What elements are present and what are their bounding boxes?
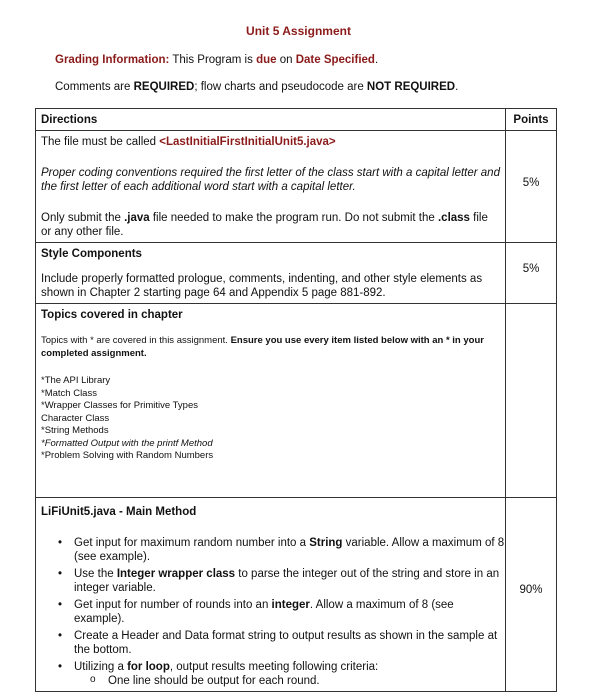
- main-method-cell: [36, 497, 506, 691]
- b2-bold: Integer wrapper class: [116, 567, 236, 580]
- list-item: [74, 567, 505, 595]
- grading-end: .: [374, 54, 379, 66]
- comments-text: Comments are: [55, 81, 134, 93]
- due-word: due: [256, 54, 277, 66]
- coding-convention: Proper coding conventions required the first letter of the class start with a capital letter and the first letter of each additional word start with a capital letter.: [41, 167, 500, 193]
- points-style: 5%: [522, 263, 540, 275]
- list-item: *Wrapper Classes for Primitive Types: [41, 400, 198, 411]
- topics-list: [36, 363, 505, 497]
- submit-end: file or any other file.: [41, 212, 488, 238]
- file-name-line: [36, 131, 505, 152]
- b3-end: . Allow a maximum of 8 (see example).: [74, 598, 454, 625]
- submit-pre: Only submit the: [41, 212, 125, 224]
- grading-information: [55, 54, 378, 66]
- grading-label: Grading Information:: [55, 54, 170, 66]
- b1-bold: String: [309, 536, 343, 549]
- style-text: Include properly formatted prologue, comments, indenting, and other style elements as shown in Chapter 2 starting page 64 and Appendix 5 page 881-892.: [41, 273, 483, 299]
- main-method-list: [36, 536, 505, 688]
- b1-pre: Get input for maximum random number into a: [74, 536, 310, 549]
- b3-bold: integer: [271, 598, 310, 611]
- b5-bold: for loop: [127, 660, 170, 673]
- b3-pre: Get input for number of rounds into an: [74, 598, 272, 611]
- points-directions: 5%: [522, 177, 540, 189]
- comments-text-mid: ; flow charts and pseudocode are: [194, 81, 367, 93]
- main-points-cell: [506, 497, 557, 691]
- comments-requirement: [55, 81, 458, 93]
- points-cell: [506, 109, 557, 243]
- list-item: • Create a Header and Data format string to output results as shown in the sample at the bottom.: [74, 629, 505, 657]
- document-title: Unit 5 Assignment: [246, 24, 351, 38]
- list-item: o One line should be output for each round.: [108, 674, 505, 688]
- submit-instructions: [36, 197, 505, 242]
- table-row-topics: [36, 304, 557, 498]
- topics-cell: [36, 304, 506, 498]
- b5-pre: Utilizing a: [74, 660, 128, 673]
- submit-mid: file needed to make the program run. Do not submit the: [149, 212, 438, 224]
- due-date: Date Specified: [295, 54, 375, 66]
- main-method-header: LiFiUnit5.java - Main Method: [41, 505, 197, 518]
- topics-intro: [36, 325, 505, 363]
- directions-cell: [36, 109, 506, 243]
- grading-text-mid: on: [276, 54, 296, 66]
- submit-class: .class: [437, 212, 470, 224]
- topics-intro-pre: Topics with * are covered in this assignment.: [41, 335, 231, 346]
- b2-pre: Use the: [74, 567, 117, 580]
- list-item: *The API Library: [41, 375, 111, 386]
- list-item: *Match Class: [41, 387, 97, 399]
- points-header: Points: [506, 109, 556, 131]
- submit-java: .java: [124, 212, 150, 224]
- list-item: [74, 536, 505, 564]
- points-main: 90%: [519, 583, 543, 596]
- grading-text: This Program is: [169, 54, 257, 66]
- comments-required: REQUIRED: [133, 81, 195, 93]
- directions-header: Directions: [36, 109, 505, 131]
- list-item: *Formatted Output with the printf Method: [41, 437, 213, 449]
- b1-end: variable. Allow a maximum of 8 (see example).: [74, 536, 505, 563]
- list-item: Character Class: [41, 412, 110, 424]
- table-row-directions: [36, 109, 557, 243]
- file-name: <LastInitialFirstInitialUnit5.java>: [159, 136, 336, 148]
- b2-end: to parse the integer out of the string and store in an integer variable.: [74, 567, 500, 594]
- table-row-style: [36, 243, 557, 304]
- list-item: [74, 598, 505, 626]
- style-points-cell: [506, 243, 557, 304]
- list-item: *String Methods: [41, 425, 109, 436]
- criteria-list: [74, 674, 505, 688]
- grading-table: [35, 108, 557, 692]
- list-item: *Problem Solving with Random Numbers: [41, 450, 214, 461]
- comments-not-required: NOT REQUIRED: [366, 81, 456, 93]
- topics-intro-bold: Ensure you use every item listed below with an * in your completed assignment.: [41, 335, 484, 359]
- style-cell: [36, 243, 506, 304]
- table-row-main-method: [36, 497, 557, 691]
- topics-points-cell: [506, 304, 557, 498]
- topics-header: Topics covered in chapter: [41, 309, 183, 321]
- comments-end: .: [455, 81, 459, 93]
- b5-end: , output results meeting following criteria:: [169, 660, 379, 673]
- list-item: [74, 660, 505, 688]
- style-header: Style Components: [41, 248, 142, 260]
- file-name-pre: The file must be called: [41, 136, 160, 148]
